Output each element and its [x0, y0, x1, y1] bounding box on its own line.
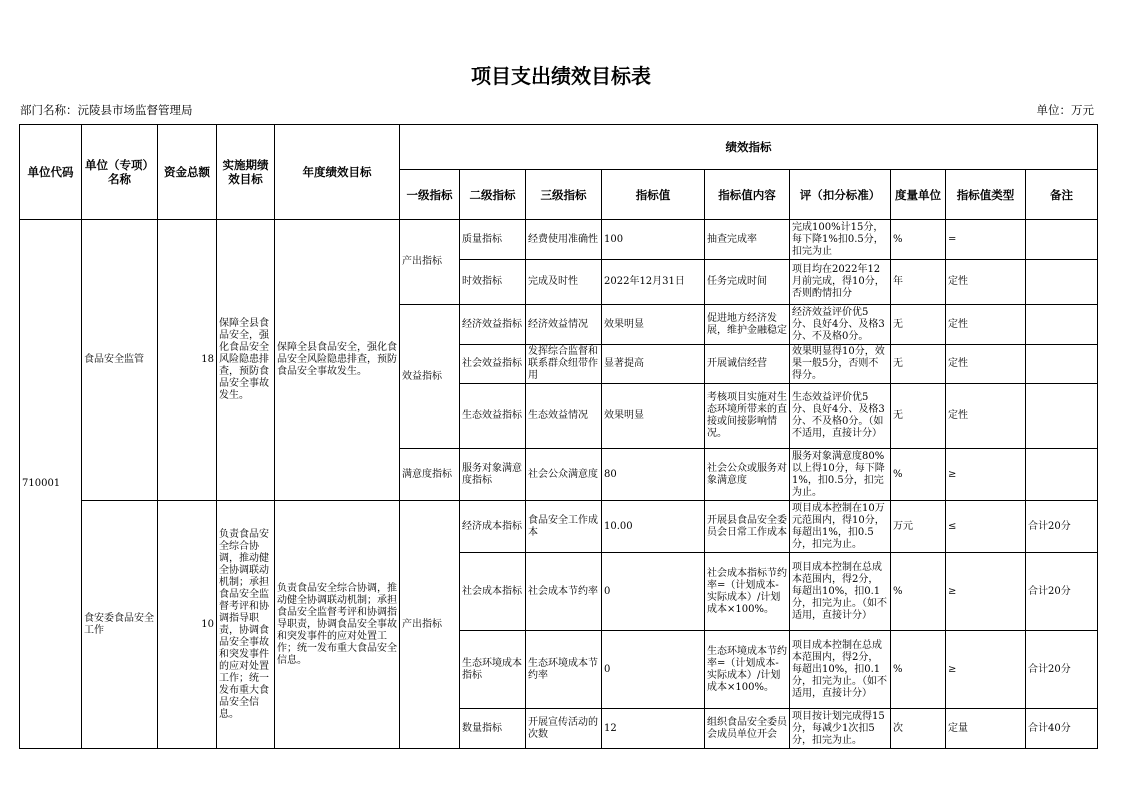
table-cell: 生态效益评价优5分、良好4分、及格3分、不及格0分。（如不适用，直接计分） — [790, 384, 891, 449]
impl-goal: 保障全县食品安全，强化食品安全风险隐患排查，预防食品安全事故发生。 — [217, 220, 275, 501]
table-cell: 服务对象满意度80%以上得10分，每下降1%，扣0.5分，扣完为止。 — [790, 449, 891, 501]
table-cell: 无 — [891, 384, 946, 449]
table-cell: 效果明显得10分，效果一般5分，否则不得分。 — [790, 345, 891, 384]
table-cell: 食品安全工作成本 — [526, 501, 602, 553]
header-vtype: 指标值类型 — [946, 170, 1026, 220]
table-cell: 效果明显 — [602, 305, 705, 345]
table-cell: 定性 — [946, 260, 1026, 305]
table-cell: 合计40分 — [1026, 709, 1098, 749]
table-cell: 社会成本指标节约率=（计划成本-实际成本）/计划成本×100%。 — [705, 553, 790, 631]
table-cell — [1026, 220, 1098, 260]
table-cell: 社会成本指标 — [460, 553, 526, 631]
table-cell: 项目成本控制在总成本范围内，得2分，每超出10%，扣0.1分，扣完为止。（如不适用，直接计分） — [790, 631, 891, 709]
table-cell: 生态环境成本指标 — [460, 631, 526, 709]
header-unit-name: 单位（专项）名称 — [82, 125, 158, 220]
table-cell: 项目成本控制在总成本范围内，得2分，每超出10%，扣0.1分，扣完为止。（如不适用，直接计分） — [790, 553, 891, 631]
performance-table — [19, 124, 1098, 749]
table-cell — [1026, 305, 1098, 345]
table-cell — [1026, 345, 1098, 384]
table-cell: 生态环境成本节约率 — [526, 631, 602, 709]
unit-code-cell: 710001 — [20, 220, 82, 749]
project-funds: 10 — [158, 501, 217, 749]
table-cell: 经济效益情况 — [526, 305, 602, 345]
table-cell: = — [946, 220, 1026, 260]
table-cell: 经费使用准确性 — [526, 220, 602, 260]
header-content: 指标值内容 — [705, 170, 790, 220]
table-cell: 生态环境成本节约率=（计划成本-实际成本）/计划成本×100%。 — [705, 631, 790, 709]
impl-goal: 负责食品安全综合协调，推动健全协调联动机制；承担食品安全监督考评和协调指导职责，协调食品安全事故和突发事件的应对处置工作；统一发布重大食品安全信息。 — [217, 501, 275, 749]
table-cell: 任务完成时间 — [705, 260, 790, 305]
header-score: 评（扣分标准） — [790, 170, 891, 220]
table-cell: 年 — [891, 260, 946, 305]
table-cell: 100 — [602, 220, 705, 260]
table-cell: 完成及时性 — [526, 260, 602, 305]
table-cell: 社会效益指标 — [460, 345, 526, 384]
table-cell: 经济效益评价优5分、良好4分、及格3分、不及格0分。 — [790, 305, 891, 345]
project-name: 食安委食品安全工作 — [82, 501, 158, 749]
table-cell: 完成100%计15分，每下降1%扣0.5分，扣完为止 — [790, 220, 891, 260]
table-cell: 考核项目实施对生态环境所带来的直接或间接影响情况。 — [705, 384, 790, 449]
table-cell: 经济成本指标 — [460, 501, 526, 553]
table-cell: 开展诚信经营 — [705, 345, 790, 384]
table-cell — [1026, 260, 1098, 305]
table-cell: 10.00 — [602, 501, 705, 553]
table-cell: 数量指标 — [460, 709, 526, 749]
table-cell: 社会公众满意度 — [526, 449, 602, 501]
table-cell: 开展县食品安全委员会日常工作成本 — [705, 501, 790, 553]
table-cell: % — [891, 631, 946, 709]
department-name: 部门名称：沅陵县市场监督管理局 — [20, 103, 193, 117]
table-cell: 12 — [602, 709, 705, 749]
table-cell: ≥ — [946, 449, 1026, 501]
table-cell: 定性 — [946, 384, 1026, 449]
table-cell: 促进地方经济发展，维护金融稳定 — [705, 305, 790, 345]
lvl1-benefit: 效益指标 — [400, 305, 460, 449]
header-lvl3: 三级指标 — [526, 170, 602, 220]
table-cell: ≥ — [946, 631, 1026, 709]
header-performance: 绩效指标 — [400, 125, 1098, 170]
table-cell: 时效指标 — [460, 260, 526, 305]
table-cell: 效果明显 — [602, 384, 705, 449]
table-cell: 经济效益指标 — [460, 305, 526, 345]
header-impl-goal: 实施期绩效目标 — [217, 125, 275, 220]
table-cell: 合计20分 — [1026, 631, 1098, 709]
table-cell: 定量 — [946, 709, 1026, 749]
table-cell: 合计20分 — [1026, 553, 1098, 631]
table-cell: 无 — [891, 305, 946, 345]
header-lvl1: 一级指标 — [400, 170, 460, 220]
table-cell: 质量指标 — [460, 220, 526, 260]
table-cell: 合计20分 — [1026, 501, 1098, 553]
lvl1-satisfaction: 满意度指标 — [400, 449, 460, 501]
table-cell: 项目按计划完成得15分，每减少1次扣5分，扣完为止。 — [790, 709, 891, 749]
table-cell: 显著提高 — [602, 345, 705, 384]
header-annual-goal: 年度绩效目标 — [275, 125, 400, 220]
table-cell: 万元 — [891, 501, 946, 553]
table-cell: % — [891, 449, 946, 501]
table-cell: 组织食品安全委员会成员单位开会 — [705, 709, 790, 749]
table-cell: 定性 — [946, 345, 1026, 384]
table-cell: 定性 — [946, 305, 1026, 345]
table-cell: 社会公众或服务对象满意度 — [705, 449, 790, 501]
header-lvl2: 二级指标 — [460, 170, 526, 220]
project-funds: 18 — [158, 220, 217, 501]
lvl1-output: 产出指标 — [400, 501, 460, 749]
table-cell: 抽查完成率 — [705, 220, 790, 260]
header-total-funds: 资金总额 — [158, 125, 217, 220]
header-note: 备注 — [1026, 170, 1098, 220]
table-cell: 服务对象满意度指标 — [460, 449, 526, 501]
table-cell: 项目均在2022年12月前完成，得10分，否则酌情扣分 — [790, 260, 891, 305]
lvl1-output: 产出指标 — [400, 220, 460, 305]
header-value: 指标值 — [602, 170, 705, 220]
table-cell: ≤ — [946, 501, 1026, 553]
table-cell: 无 — [891, 345, 946, 384]
table-cell: % — [891, 220, 946, 260]
header-measure: 度量单位 — [891, 170, 946, 220]
table-cell: ≥ — [946, 553, 1026, 631]
table-cell: 80 — [602, 449, 705, 501]
table-cell: 发挥综合监督和联系群众纽带作用 — [526, 345, 602, 384]
table-cell — [1026, 449, 1098, 501]
currency-unit: 单位：万元 — [1036, 103, 1094, 117]
table-cell — [1026, 384, 1098, 449]
table-cell: 2022年12月31日 — [602, 260, 705, 305]
table-cell: 0 — [602, 631, 705, 709]
table-cell: % — [891, 553, 946, 631]
annual-goal: 保障全县食品安全，强化食品安全风险隐患排查，预防食品安全事故发生。 — [275, 220, 400, 501]
table-cell: 项目成本控制在10万元范围内，得10分，每超出1%，扣0.5分，扣完为止。 — [790, 501, 891, 553]
table-cell: 生态效益指标 — [460, 384, 526, 449]
table-cell: 社会成本节约率 — [526, 553, 602, 631]
annual-goal: 负责食品安全综合协调，推动健全协调联动机制；承担食品安全监督考评和协调指导职责，协调食品安全事故和突发事件的应对处置工作；统一发布重大食品安全信息。 — [275, 501, 400, 749]
table-cell: 次 — [891, 709, 946, 749]
project-name: 食品安全监管 — [82, 220, 158, 501]
table-cell: 生态效益情况 — [526, 384, 602, 449]
header-unit-code: 单位代码 — [20, 125, 82, 220]
table-cell: 0 — [602, 553, 705, 631]
table-cell: 开展宣传活动的次数 — [526, 709, 602, 749]
page-title: 项目支出绩效目标表 — [471, 64, 651, 88]
